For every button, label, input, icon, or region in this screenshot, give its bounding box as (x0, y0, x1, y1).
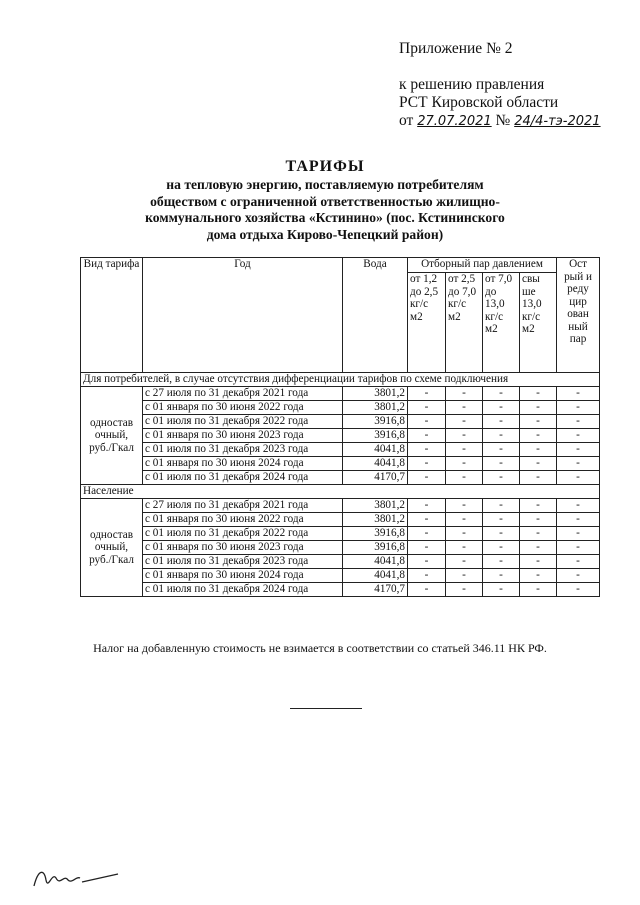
appendix-block (399, 40, 601, 131)
section-title: Для потребителей, в случае отсутствия дифференциации тарифов по схеме подключения (81, 373, 600, 387)
water-tariff-cell: 3916,8 (343, 429, 408, 443)
period-cell: с 27 июля по 31 декабря 2021 года (143, 499, 343, 513)
empty-tariff-cell: - (408, 429, 446, 443)
empty-tariff-cell: - (520, 499, 557, 513)
empty-tariff-cell: - (408, 527, 446, 541)
empty-tariff-cell: - (520, 527, 557, 541)
empty-tariff-cell: - (557, 499, 600, 513)
empty-tariff-cell: - (557, 541, 600, 555)
vat-note: Налог на добавленную стоимость не взимается в соответствии со статьей 346.11 НК РФ. (93, 641, 547, 655)
empty-tariff-cell: - (408, 415, 446, 429)
table-row (81, 387, 600, 401)
water-tariff-cell: 4041,8 (343, 457, 408, 471)
empty-tariff-cell: - (520, 541, 557, 555)
empty-tariff-cell: - (446, 415, 483, 429)
from-label: от (399, 112, 414, 129)
empty-tariff-cell: - (483, 387, 520, 401)
empty-tariff-cell: - (483, 583, 520, 597)
water-tariff-cell: 3916,8 (343, 541, 408, 555)
table-row (81, 513, 600, 527)
title-line-2: обществом с ограниченной ответственностью жилищно- (150, 193, 500, 209)
section-row (81, 373, 600, 387)
tariff-kind: одностав очный, руб./Гкал (81, 387, 143, 485)
empty-tariff-cell: - (408, 443, 446, 457)
empty-tariff-cell: - (446, 499, 483, 513)
period-cell: с 01 июля по 31 декабря 2022 года (143, 527, 343, 541)
empty-tariff-cell: - (446, 443, 483, 457)
water-tariff-cell: 3801,2 (343, 387, 408, 401)
signature (30, 862, 125, 899)
section-title: Население (81, 485, 600, 499)
table-row (81, 555, 600, 569)
header-year: Год (143, 258, 343, 373)
header-pressure-3: от 7,0 до 13,0 кг/с м2 (483, 273, 520, 373)
empty-tariff-cell: - (520, 583, 557, 597)
table-row (81, 499, 600, 513)
empty-tariff-cell: - (483, 527, 520, 541)
period-cell: с 01 января по 30 июня 2022 года (143, 513, 343, 527)
period-cell: с 01 января по 30 июня 2023 года (143, 541, 343, 555)
tariff-kind: одностав очный, руб./Гкал (81, 499, 143, 597)
water-tariff-cell: 4041,8 (343, 569, 408, 583)
empty-tariff-cell: - (557, 555, 600, 569)
water-tariff-cell: 3801,2 (343, 401, 408, 415)
empty-tariff-cell: - (483, 415, 520, 429)
empty-tariff-cell: - (446, 457, 483, 471)
signature-mark (30, 862, 125, 894)
empty-tariff-cell: - (483, 429, 520, 443)
empty-tariff-cell: - (557, 415, 600, 429)
table-row (81, 527, 600, 541)
header-kind: Вид тарифа (81, 258, 143, 373)
water-tariff-cell: 4041,8 (343, 555, 408, 569)
header-steam: Отборный пар давлением (408, 258, 557, 273)
empty-tariff-cell: - (520, 555, 557, 569)
water-tariff-cell: 3916,8 (343, 527, 408, 541)
title-block (110, 157, 540, 243)
table-row (81, 569, 600, 583)
period-cell: с 27 июля по 31 декабря 2021 года (143, 387, 343, 401)
table-row (81, 471, 600, 485)
empty-tariff-cell: - (446, 527, 483, 541)
empty-tariff-cell: - (446, 555, 483, 569)
empty-tariff-cell: - (446, 513, 483, 527)
empty-tariff-cell: - (483, 401, 520, 415)
water-tariff-cell: 3801,2 (343, 513, 408, 527)
water-tariff-cell: 4170,7 (343, 471, 408, 485)
section-row (81, 485, 600, 499)
empty-tariff-cell: - (446, 569, 483, 583)
water-tariff-cell: 3916,8 (343, 415, 408, 429)
empty-tariff-cell: - (520, 401, 557, 415)
period-cell: с 01 июля по 31 декабря 2024 года (143, 583, 343, 597)
empty-tariff-cell: - (408, 541, 446, 555)
empty-tariff-cell: - (557, 401, 600, 415)
water-tariff-cell: 3801,2 (343, 499, 408, 513)
empty-tariff-cell: - (520, 387, 557, 401)
period-cell: с 01 января по 30 июня 2023 года (143, 429, 343, 443)
table-row (81, 457, 600, 471)
decision-date: 27.07.2021 (417, 114, 492, 129)
empty-tariff-cell: - (446, 583, 483, 597)
empty-tariff-cell: - (408, 471, 446, 485)
period-cell: с 01 января по 30 июня 2024 года (143, 457, 343, 471)
empty-tariff-cell: - (483, 443, 520, 457)
header-pressure-2: от 2,5 до 7,0 кг/с м2 (446, 273, 483, 373)
empty-tariff-cell: - (408, 457, 446, 471)
empty-tariff-cell: - (446, 541, 483, 555)
title-line-3: коммунального хозяйства «Кстинино» (пос. Кстининского (145, 210, 505, 225)
period-cell: с 01 января по 30 июня 2022 года (143, 401, 343, 415)
tariffs-table (80, 257, 600, 597)
empty-tariff-cell: - (483, 555, 520, 569)
empty-tariff-cell: - (446, 387, 483, 401)
empty-tariff-cell: - (483, 569, 520, 583)
empty-tariff-cell: - (408, 499, 446, 513)
header-pressure-1: от 1,2 до 2,5 кг/с м2 (408, 273, 446, 373)
period-cell: с 01 июля по 31 декабря 2022 года (143, 415, 343, 429)
water-tariff-cell: 4041,8 (343, 443, 408, 457)
empty-tariff-cell: - (557, 443, 600, 457)
period-cell: с 01 января по 30 июня 2024 года (143, 569, 343, 583)
water-tariff-cell: 4170,7 (343, 583, 408, 597)
empty-tariff-cell: - (520, 513, 557, 527)
empty-tariff-cell: - (446, 429, 483, 443)
empty-tariff-cell: - (408, 387, 446, 401)
empty-tariff-cell: - (557, 513, 600, 527)
empty-tariff-cell: - (520, 471, 557, 485)
empty-tariff-cell: - (557, 527, 600, 541)
empty-tariff-cell: - (520, 569, 557, 583)
empty-tariff-cell: - (408, 401, 446, 415)
empty-tariff-cell: - (557, 583, 600, 597)
period-cell: с 01 июля по 31 декабря 2023 года (143, 443, 343, 457)
header-sharp-steam: Ост рый и реду цир ован ный пар (557, 258, 600, 373)
table-row (81, 429, 600, 443)
appendix-date-line (399, 112, 601, 131)
appendix-line-2: РСТ Кировской области (399, 94, 559, 111)
empty-tariff-cell: - (520, 415, 557, 429)
header-pressure-4: свы ше 13,0 кг/с м2 (520, 273, 557, 373)
table-row (81, 401, 600, 415)
divider-line (290, 708, 362, 709)
empty-tariff-cell: - (483, 513, 520, 527)
empty-tariff-cell: - (408, 569, 446, 583)
title-line-4: дома отдыха Кирово-Чепецкий район) (206, 226, 444, 242)
table-row (81, 415, 600, 429)
decision-number: 24/4-тэ-2021 (514, 114, 601, 129)
empty-tariff-cell: - (520, 429, 557, 443)
period-cell: с 01 июля по 31 декабря 2023 года (143, 555, 343, 569)
empty-tariff-cell: - (557, 387, 600, 401)
empty-tariff-cell: - (446, 401, 483, 415)
empty-tariff-cell: - (483, 471, 520, 485)
empty-tariff-cell: - (557, 569, 600, 583)
empty-tariff-cell: - (557, 429, 600, 443)
title-main: ТАРИФЫ (285, 158, 365, 175)
empty-tariff-cell: - (557, 471, 600, 485)
empty-tariff-cell: - (483, 457, 520, 471)
empty-tariff-cell: - (408, 513, 446, 527)
period-cell: с 01 июля по 31 декабря 2024 года (143, 471, 343, 485)
empty-tariff-cell: - (408, 583, 446, 597)
empty-tariff-cell: - (446, 471, 483, 485)
title-line-1: на тепловую энергию, поставляемую потребителям (166, 177, 484, 192)
table-row (81, 583, 600, 597)
empty-tariff-cell: - (520, 457, 557, 471)
appendix-number: Приложение № 2 (399, 40, 513, 57)
appendix-line-1: к решению правления (399, 76, 545, 93)
number-label: № (495, 112, 511, 129)
empty-tariff-cell: - (483, 499, 520, 513)
empty-tariff-cell: - (520, 443, 557, 457)
empty-tariff-cell: - (408, 555, 446, 569)
header-water: Вода (343, 258, 408, 373)
empty-tariff-cell: - (483, 541, 520, 555)
empty-tariff-cell: - (557, 457, 600, 471)
table-row (81, 443, 600, 457)
table-row (81, 541, 600, 555)
